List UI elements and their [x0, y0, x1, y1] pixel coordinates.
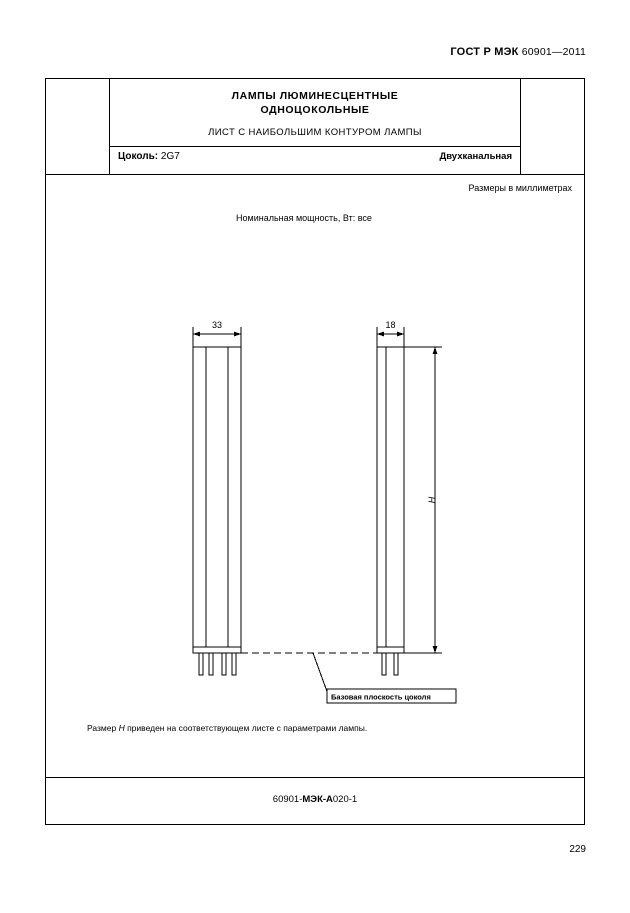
- footnote-symbol: H: [118, 723, 125, 733]
- sheet-code-bold: МЭК-А: [302, 794, 333, 805]
- sheet-title: [110, 89, 520, 117]
- power-rating-note: Номинальная мощность, Вт: все: [236, 213, 372, 223]
- sheet-subtitle: ЛИСТ С НАИБОЛЬШИМ КОНТУРОМ ЛАМПЫ: [208, 127, 422, 138]
- cap-value: 2G7: [160, 151, 180, 162]
- channel-label: Двухканальная: [439, 151, 512, 162]
- sheet-title-line1: ЛАМПЫ ЛЮМИНЕСЦЕНТНЫЕ: [231, 90, 399, 102]
- page-number: 229: [569, 844, 586, 855]
- header-center-cell: [110, 79, 520, 174]
- sheet-frame: [45, 78, 585, 825]
- lamp-outline-drawing: [46, 235, 584, 795]
- height-footnote: [87, 723, 367, 733]
- cap-label: Цоколь:: [118, 151, 159, 162]
- sheet-title-line2: ОДНОЦОКОЛЬНЫЕ: [260, 104, 370, 116]
- drawing-area: [46, 175, 584, 778]
- base-plane-callout: [327, 689, 456, 703]
- sheet-code-prefix: 60901-: [272, 794, 303, 805]
- running-head: [450, 46, 586, 58]
- dim-height-label: H: [427, 496, 437, 504]
- base-plane-label: Базовая плоскость цоколя: [331, 692, 431, 702]
- sheet-footer: [46, 778, 584, 824]
- sheet-code-suffix: 020-1: [332, 794, 358, 805]
- header-right-cell: [520, 79, 584, 174]
- dim-width-side-label: 18: [385, 320, 396, 330]
- sheet-header: [46, 79, 584, 175]
- header-divider: [110, 146, 520, 147]
- running-head-standard: ГОСТ Р МЭК: [450, 46, 519, 58]
- running-head-number: 60901—2011: [521, 46, 586, 58]
- cap-designation: [118, 151, 180, 162]
- footnote-text-before: Размер: [87, 723, 119, 733]
- footnote-text-after: приведен на соответствующем листе с параметрами лампы.: [124, 723, 368, 733]
- dim-width-front-label: 33: [211, 320, 223, 330]
- sheet-code: [46, 794, 584, 805]
- units-note: Размеры в миллиметрах: [468, 183, 572, 193]
- header-left-cell: [46, 79, 110, 174]
